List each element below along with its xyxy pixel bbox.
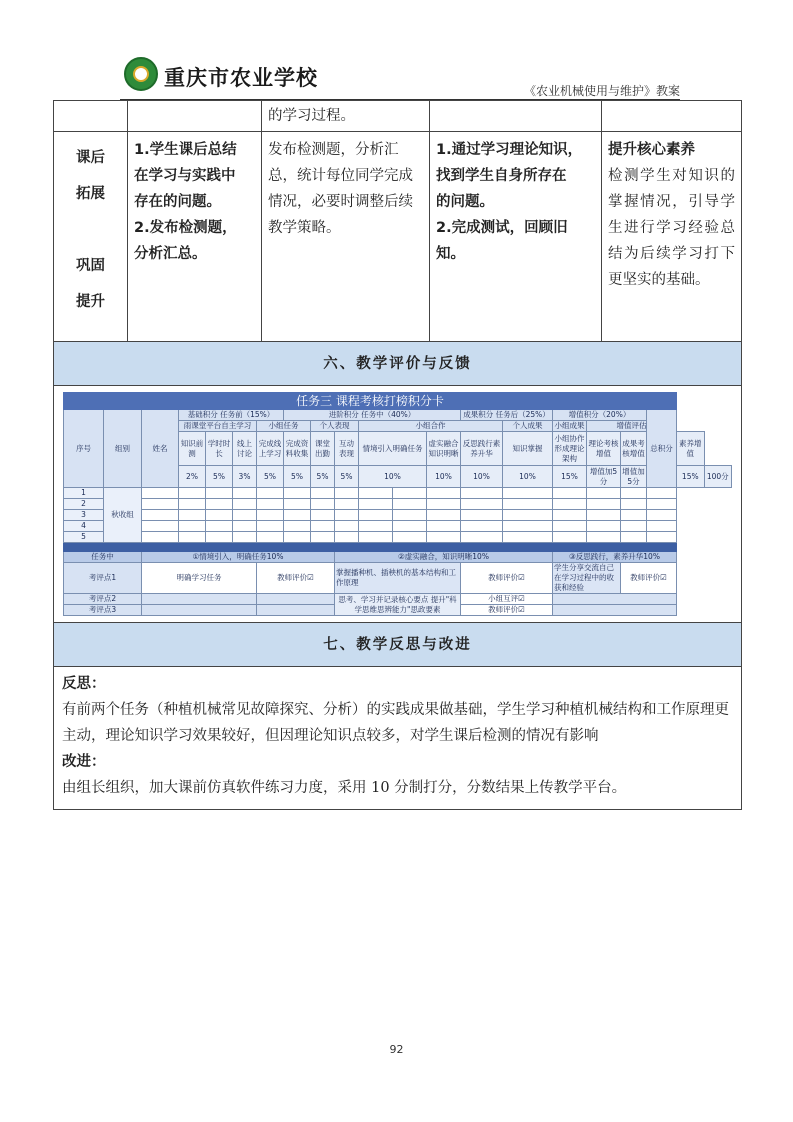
col-header: 基础积分 任务前（15%） (179, 410, 284, 421)
item-header: 情境引入明确任务 (359, 432, 427, 466)
score-card-cell (54, 386, 742, 623)
weight-cell: 10% (461, 466, 503, 488)
weight-cell: 100分 (704, 466, 732, 488)
sub-header: 雨课堂平台自主学习 (179, 421, 257, 432)
item-header: 反思践行素养升华 (461, 432, 503, 466)
improvement-label: 改进： (62, 754, 106, 770)
teacher-activity (128, 132, 262, 342)
intent-body: 检测学生对知识的掌握情况，引导学生进行学习经验总结为后续学习打下更坚实的基础。 (608, 168, 735, 288)
weight-cell: 15% (677, 466, 704, 488)
group-name: 秋收组 (104, 488, 142, 543)
student-line: 2.完成测试，回顾旧 (436, 220, 568, 236)
eval-point-label: 考评点1 (64, 563, 142, 594)
teacher-line: 分析汇总。 (134, 246, 207, 262)
eval-point-label: 考评点2 (64, 594, 142, 605)
item-header: 完成线上学习 (257, 432, 284, 466)
item-header: 完成资料收集 (284, 432, 311, 466)
col-header: 组别 (104, 410, 142, 488)
school-emblem-icon (124, 57, 158, 91)
lesson-plan-table (53, 100, 742, 810)
card-divider (64, 543, 677, 552)
eval-cell: 教师评价☑ (621, 563, 677, 594)
sub-header: 小组任务 (257, 421, 311, 432)
stage-label: 巩固 (76, 258, 105, 274)
eval-point-label: 考评点3 (64, 605, 142, 616)
reflection-cell (54, 667, 742, 810)
item-header: 素养增值 (677, 432, 704, 466)
weight-cell: 增值加5分 (587, 466, 621, 488)
stage-label: 提升 (76, 294, 105, 310)
weight-cell: 5% (206, 466, 233, 488)
weight-cell: 5% (311, 466, 335, 488)
weight-cell: 2% (179, 466, 206, 488)
weight-cell: 3% (233, 466, 257, 488)
stage-cell (54, 132, 128, 342)
school-name: 重庆市农业学校 (164, 66, 318, 90)
teacher-line: 1.学生课后总结 (134, 142, 237, 158)
section-title-evaluation: 六、教学评价与反馈 (54, 342, 742, 386)
weight-cell: 15% (553, 466, 587, 488)
stage-label: 课后 (76, 150, 105, 166)
student-activity (430, 132, 602, 342)
reflection-label: 反思： (62, 676, 106, 692)
item-header: 成果考核增值 (621, 432, 647, 466)
student-line: 找到学生自身所存在 (436, 168, 567, 184)
eval-cell: 掌握播种机、插秧机的基本结构和工作原理 (335, 563, 461, 594)
col-header: 增值积分（20%） (553, 410, 647, 421)
teacher-line: 2.发布检测题， (134, 220, 237, 236)
eval-cell: 教师评价☑ (461, 605, 553, 616)
table-row (54, 623, 742, 667)
task-stage-c: ③反思践行，素养升华10% (553, 552, 677, 563)
eval-cell: 明确学习任务 (142, 563, 257, 594)
intent-cell (602, 132, 742, 342)
weight-cell: 5% (284, 466, 311, 488)
item-header: 小组协作 形成理论架构 (553, 432, 587, 466)
page-header (120, 55, 680, 99)
weight-cell: 增值加5分 (622, 466, 645, 486)
task-stage-label: 任务中 (64, 552, 142, 563)
reflection-text: 有前两个任务（种植机械常见故障探究、分析）的实践成果做基础，学生学习种植机械结构和工作原理更主动，理论知识学习效果较好，但因理论知识点较多，对学生课后检测的情况有影响 (62, 702, 729, 744)
row-number: 2 (64, 499, 104, 510)
item-header: 学时时长 (206, 432, 233, 466)
weight-cell: 10% (427, 466, 461, 488)
row-number: 3 (64, 510, 104, 521)
weight-cell: 10% (359, 466, 427, 488)
task-stage-a: ①情境引入，明确任务10% (142, 552, 335, 563)
score-card-title: 任务三 课程考核打榜积分卡 (64, 393, 677, 410)
col-header: 总积分 (647, 410, 677, 488)
eval-cell: 小组互评☑ (461, 594, 553, 605)
item-header: 互动表现 (335, 432, 359, 466)
student-line: 的问题。 (436, 194, 494, 210)
row-number: 4 (64, 521, 104, 532)
intent-title: 提升核心素养 (608, 142, 695, 158)
eval-cell: 学生分享交流自己在学习过程中的收获和经验 (553, 563, 621, 594)
improvement-text: 由组长组织，加大课前仿真软件练习力度，采用 10 分制打分，分数结果上传教学平台。 (62, 780, 627, 796)
item-header: 知识掌握 (503, 432, 553, 466)
content-cell: 发布检测题，分析汇总，统计每位同学完成情况，必要时调整后续教学策略。 (262, 132, 430, 342)
sub-header: 增值评估 (587, 421, 677, 432)
col-header: 进阶积分 任务中（40%） (284, 410, 461, 421)
col-header: 成果积分 任务后（25%） (461, 410, 553, 421)
course-name: 《农业机械使用与维护》教案 (523, 84, 680, 98)
weight-cell: 5% (257, 466, 284, 488)
eval-cell: 思考、学习并记录核心要点 提升"科学思维思辨能力"思政要素 (335, 594, 461, 616)
item-header: 知识前测 (179, 432, 206, 466)
score-card (63, 392, 732, 616)
sub-header: 小组成果 (554, 421, 585, 430)
sub-header: 个人表现 (311, 421, 359, 432)
table-row (54, 667, 742, 810)
sub-header: 个人成果 (503, 421, 553, 432)
table-row (54, 101, 742, 132)
row-number: 5 (64, 532, 104, 543)
stage-label: 拓展 (76, 186, 105, 202)
task-stage-b: ②虚实融合，知识明晰10% (335, 552, 553, 563)
eval-cell: 教师评价☑ (461, 563, 553, 594)
student-line: 1.通过学习理论知识， (436, 142, 583, 158)
teacher-line: 在学习与实践中 (134, 168, 236, 184)
eval-cell: 教师评价☑ (257, 563, 335, 594)
item-header: 虚实融合知识明晰 (427, 432, 461, 466)
table-row (54, 342, 742, 386)
col-header: 姓名 (142, 410, 179, 488)
page-number: 92 (389, 1043, 404, 1056)
col-header: 序号 (64, 410, 104, 488)
prev-row-text: 的学习过程。 (262, 101, 430, 132)
item-header: 线上讨论 (233, 432, 257, 466)
table-row (54, 386, 742, 623)
weight-cell: 5% (335, 466, 359, 488)
weight-cell: 10% (503, 466, 553, 488)
item-header: 理论考核增值 (587, 432, 621, 466)
table-row (54, 132, 742, 342)
item-header: 课堂出勤 (311, 432, 335, 466)
row-number: 1 (64, 488, 104, 499)
sub-header: 小组合作 (359, 421, 503, 432)
teacher-line: 存在的问题。 (134, 194, 221, 210)
student-line: 知。 (436, 246, 465, 262)
section-title-reflection: 七、教学反思与改进 (54, 623, 742, 667)
